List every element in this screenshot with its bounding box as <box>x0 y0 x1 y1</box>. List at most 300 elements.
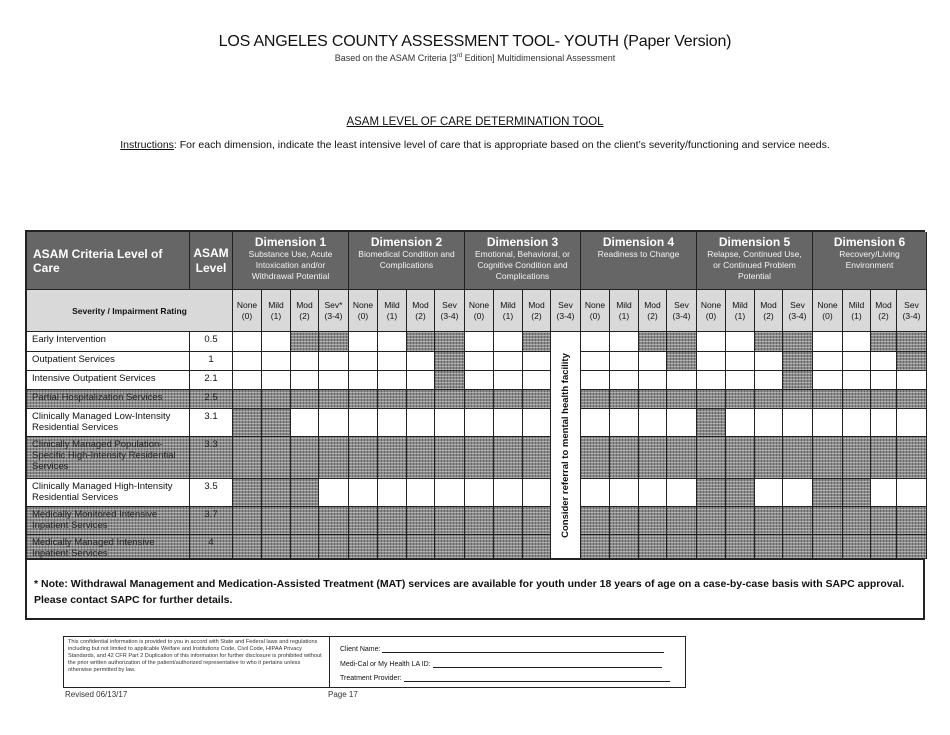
dimension-desc: Biomedical Condition and Complications <box>358 249 455 270</box>
row-label-text: Clinically Managed Population-Specific High-Intensity Residential Services <box>32 439 176 472</box>
instructions-lead: Instructions <box>120 139 174 151</box>
instructions-text: : For each dimension, indicate the least intensive level of care that is appropriate based on the client’s severity/functioning and service needs. <box>173 139 830 151</box>
rating-cell[interactable] <box>639 352 667 371</box>
rating-cell <box>233 479 262 507</box>
rating-cell <box>494 507 523 535</box>
rating-cell[interactable] <box>494 332 523 352</box>
severity-label: Mod <box>296 300 313 310</box>
severity-col-d2-3 <box>435 290 465 332</box>
rating-cell <box>897 332 927 352</box>
dimension-desc: Readiness to Change <box>597 249 680 259</box>
rating-cell[interactable] <box>523 352 551 371</box>
rating-cell[interactable] <box>523 409 551 437</box>
criteria-header-text: ASAM Criteria Level of Care <box>33 246 163 275</box>
severity-range: (3-4) <box>672 311 691 321</box>
rating-cell[interactable] <box>465 479 494 507</box>
rating-cell[interactable] <box>435 409 465 437</box>
rating-cell[interactable] <box>755 371 783 390</box>
row-label <box>27 371 190 390</box>
dimension-name: Dimension 5 <box>718 235 791 249</box>
severity-label: Mild <box>848 300 865 310</box>
row-label-text: Early Intervention <box>32 334 106 345</box>
document-title: LOS ANGELES COUNTY ASSESSMENT TOOL- YOUTH (Paper Version) <box>218 33 732 50</box>
rating-cell[interactable] <box>378 371 407 390</box>
rating-cell <box>783 371 813 390</box>
rating-cell <box>435 390 465 409</box>
rating-cell[interactable] <box>233 332 262 352</box>
rating-cell[interactable] <box>378 479 407 507</box>
severity-col-d6-3 <box>897 290 927 332</box>
dimension-header-4 <box>581 232 697 290</box>
row-label <box>27 479 190 507</box>
severity-col-d2-0 <box>349 290 378 332</box>
rating-cell[interactable] <box>494 352 523 371</box>
page-number: Page 17 <box>328 690 358 699</box>
rating-cell <box>291 507 319 535</box>
rating-cell[interactable] <box>494 479 523 507</box>
rating-cell <box>465 390 494 409</box>
rating-cell[interactable] <box>667 479 697 507</box>
severity-label: Sev <box>674 300 689 310</box>
severity-range: (1) <box>502 311 514 321</box>
rating-cell[interactable] <box>349 479 378 507</box>
rating-cell <box>262 479 291 507</box>
rating-cell <box>523 390 551 409</box>
rating-cell[interactable] <box>319 479 349 507</box>
rating-cell <box>697 507 726 535</box>
rating-cell[interactable] <box>610 371 639 390</box>
severity-col-d1-1 <box>262 290 291 332</box>
severity-range: (0) <box>473 311 485 321</box>
rating-cell[interactable] <box>291 409 319 437</box>
rating-cell <box>843 535 871 559</box>
severity-col-d3-0 <box>465 290 494 332</box>
rating-cell <box>726 390 755 409</box>
instructions <box>0 139 950 151</box>
severity-range: (3-4) <box>788 311 807 321</box>
rating-cell <box>697 409 726 437</box>
rating-cell[interactable] <box>233 352 262 371</box>
rating-cell[interactable] <box>435 479 465 507</box>
rating-cell <box>813 507 843 535</box>
severity-label: None <box>817 300 838 310</box>
row-level-text: 3.5 <box>204 481 218 492</box>
rating-cell[interactable] <box>813 352 843 371</box>
rating-cell <box>435 535 465 559</box>
rating-cell[interactable] <box>897 479 927 507</box>
severity-label: Mod <box>760 300 777 310</box>
rating-cell <box>407 437 435 479</box>
rating-cell <box>813 535 843 559</box>
client-name-field[interactable] <box>340 644 664 653</box>
severity-range: (2) <box>763 311 774 321</box>
severity-col-d4-3 <box>667 290 697 332</box>
rating-cell[interactable] <box>378 352 407 371</box>
rating-cell[interactable] <box>378 409 407 437</box>
rating-cell[interactable] <box>897 409 927 437</box>
rating-cell[interactable] <box>755 409 783 437</box>
rating-cell[interactable] <box>465 371 494 390</box>
severity-label: Sev <box>558 300 573 310</box>
rating-cell[interactable] <box>726 352 755 371</box>
severity-label: None <box>700 300 722 310</box>
rating-cell[interactable] <box>783 479 813 507</box>
rating-cell[interactable] <box>610 409 639 437</box>
rating-cell <box>233 390 262 409</box>
severity-label: Mild <box>500 300 516 310</box>
rating-cell[interactable] <box>726 371 755 390</box>
severity-col-d3-3 <box>551 290 581 332</box>
rating-cell <box>435 332 465 352</box>
rating-cell <box>755 437 783 479</box>
rating-cell <box>319 332 349 352</box>
rating-cell[interactable] <box>407 371 435 390</box>
rating-cell <box>610 437 639 479</box>
dimension-desc: Substance Use, Acute Intoxication and/or Withdrawal Potential <box>248 249 333 281</box>
rating-cell[interactable] <box>783 409 813 437</box>
row-label-text: Clinically Managed Low-Intensity Residential Services <box>32 411 171 433</box>
rating-cell[interactable] <box>897 371 927 390</box>
rating-cell <box>291 437 319 479</box>
rating-cell <box>755 390 783 409</box>
rating-cell <box>667 352 697 371</box>
provider-line[interactable] <box>404 673 670 682</box>
rating-cell <box>726 535 755 559</box>
rating-cell <box>813 479 843 507</box>
rating-cell <box>697 479 726 507</box>
severity-range: (2) <box>415 311 426 321</box>
severity-col-d2-2 <box>407 290 435 332</box>
rating-cell[interactable] <box>639 479 667 507</box>
severity-label: Sev <box>904 300 919 310</box>
rating-cell <box>697 535 726 559</box>
row-label <box>27 332 190 352</box>
revised-date: Revised 06/13/17 <box>65 690 128 699</box>
dimension-header-1 <box>233 232 349 290</box>
severity-label: Mild <box>384 300 400 310</box>
severity-label: Sev <box>790 300 805 310</box>
dimension-name: Dimension 6 <box>833 235 906 249</box>
severity-label: Sev <box>442 300 457 310</box>
level-header-text: ASAM Level <box>193 245 229 275</box>
rating-cell[interactable] <box>667 371 697 390</box>
rating-cell[interactable] <box>581 409 610 437</box>
row-level-text: 3.7 <box>204 509 218 520</box>
severity-range: (2) <box>531 311 542 321</box>
rating-cell <box>435 507 465 535</box>
severity-range: (3-4) <box>556 311 575 321</box>
severity-range: (1) <box>734 311 746 321</box>
rating-cell <box>726 507 755 535</box>
rating-cell <box>523 437 551 479</box>
rating-cell <box>871 332 897 352</box>
confidential-box <box>63 636 686 688</box>
severity-col-d4-2 <box>639 290 667 332</box>
dimension-desc: Relapse, Continued Use, or Continued Problem Potential <box>707 249 802 281</box>
rating-cell[interactable] <box>697 332 726 352</box>
severity-range: (2) <box>878 311 889 321</box>
rating-cell <box>523 507 551 535</box>
medi-cal-line[interactable] <box>433 659 662 668</box>
rating-cell <box>291 535 319 559</box>
rating-cell[interactable] <box>407 479 435 507</box>
severity-label: None <box>236 300 258 310</box>
severity-header-text: Severity / Impairment Rating <box>72 305 187 316</box>
rating-cell[interactable] <box>610 479 639 507</box>
rating-cell[interactable] <box>494 371 523 390</box>
rating-cell <box>233 507 262 535</box>
rating-cell <box>871 507 897 535</box>
severity-col-d1-0 <box>233 290 262 332</box>
section-heading: ASAM LEVEL OF CARE DETERMINATION TOOL <box>346 116 604 128</box>
row-label <box>27 409 190 437</box>
rating-cell[interactable] <box>667 409 697 437</box>
severity-range: (2) <box>299 311 310 321</box>
row-label-text: Partial Hospitalization Services <box>32 392 163 403</box>
medi-cal-field[interactable] <box>340 659 662 668</box>
rating-cell[interactable] <box>262 352 291 371</box>
rating-cell[interactable] <box>843 332 871 352</box>
rating-cell <box>783 352 813 371</box>
rating-cell <box>262 390 291 409</box>
rating-cell <box>783 535 813 559</box>
rating-cell[interactable] <box>407 409 435 437</box>
row-level <box>190 371 233 390</box>
rating-cell[interactable] <box>349 409 378 437</box>
dimension-desc: Recovery/Living Environment <box>839 249 900 270</box>
rating-cell <box>783 507 813 535</box>
rating-cell[interactable] <box>465 409 494 437</box>
rating-cell[interactable] <box>407 352 435 371</box>
referral-column <box>551 332 581 559</box>
rating-cell <box>494 535 523 559</box>
severity-label: Sev* <box>324 300 343 310</box>
rating-cell <box>639 507 667 535</box>
rating-cell[interactable] <box>871 409 897 437</box>
rating-cell[interactable] <box>610 332 639 352</box>
rating-cell <box>407 507 435 535</box>
subtitle-post: Edition] Multidimensional Assessment <box>462 53 616 63</box>
rating-cell[interactable] <box>465 332 494 352</box>
rating-cell <box>667 332 697 352</box>
rating-cell <box>465 535 494 559</box>
row-level <box>190 352 233 371</box>
rating-cell <box>667 507 697 535</box>
rating-cell[interactable] <box>697 371 726 390</box>
rating-cell[interactable] <box>726 409 755 437</box>
severity-col-d3-2 <box>523 290 551 332</box>
severity-range: (1) <box>851 311 862 321</box>
dimension-name: Dimension 3 <box>486 235 559 249</box>
dimension-name: Dimension 2 <box>370 235 443 249</box>
rating-cell <box>783 437 813 479</box>
rating-cell[interactable] <box>639 409 667 437</box>
row-label <box>27 507 190 535</box>
rating-cell[interactable] <box>349 332 378 352</box>
document-subtitle <box>0 53 950 63</box>
rating-cell <box>610 507 639 535</box>
dimension-header-6 <box>813 232 927 290</box>
rating-cell[interactable] <box>871 479 897 507</box>
rating-cell[interactable] <box>813 409 843 437</box>
rating-cell <box>897 352 927 371</box>
rating-cell[interactable] <box>813 371 843 390</box>
row-label-text: Outpatient Services <box>32 354 115 365</box>
row-level-text: 2.5 <box>204 392 218 403</box>
rating-cell <box>843 390 871 409</box>
rating-cell <box>319 437 349 479</box>
rating-cell <box>667 390 697 409</box>
rating-cell <box>349 390 378 409</box>
severity-range: (1) <box>270 311 282 321</box>
client-name-label: Client Name: <box>340 646 381 653</box>
rating-cell <box>494 437 523 479</box>
rating-cell <box>897 507 927 535</box>
rating-cell[interactable] <box>349 371 378 390</box>
rating-cell <box>435 437 465 479</box>
row-level <box>190 390 233 409</box>
rating-cell[interactable] <box>813 332 843 352</box>
rating-cell[interactable] <box>262 332 291 352</box>
rating-cell[interactable] <box>871 352 897 371</box>
rating-cell[interactable] <box>465 352 494 371</box>
rating-cell[interactable] <box>523 479 551 507</box>
severity-header <box>27 290 233 332</box>
note-divider <box>27 559 923 560</box>
rating-cell <box>726 437 755 479</box>
subtitle-sup: rd <box>456 53 463 59</box>
rating-cell[interactable] <box>871 371 897 390</box>
severity-label: Mild <box>616 300 632 310</box>
rating-cell[interactable] <box>755 352 783 371</box>
rating-cell <box>783 332 813 352</box>
severity-col-d5-1 <box>726 290 755 332</box>
rating-cell <box>494 390 523 409</box>
rating-cell <box>697 390 726 409</box>
provider-field[interactable] <box>340 673 670 682</box>
rating-cell[interactable] <box>581 332 610 352</box>
rating-cell <box>581 535 610 559</box>
rating-cell[interactable] <box>610 352 639 371</box>
severity-range: (0) <box>822 311 833 321</box>
severity-col-d4-0 <box>581 290 610 332</box>
client-name-line[interactable] <box>382 644 664 653</box>
rating-cell <box>523 332 551 352</box>
rating-cell <box>610 390 639 409</box>
severity-col-d5-3 <box>783 290 813 332</box>
rating-cell[interactable] <box>755 479 783 507</box>
rating-cell <box>262 409 291 437</box>
rating-cell[interactable] <box>639 371 667 390</box>
rating-cell[interactable] <box>378 332 407 352</box>
severity-label: Mild <box>732 300 748 310</box>
rating-cell <box>639 535 667 559</box>
severity-col-d6-2 <box>871 290 897 332</box>
rating-cell <box>897 535 927 559</box>
rating-cell <box>262 535 291 559</box>
severity-range: (1) <box>618 311 630 321</box>
severity-range: (3-4) <box>440 311 459 321</box>
dimension-desc: Emotional, Behavioral, or Cognitive Condition and Complications <box>475 249 570 281</box>
rating-cell[interactable] <box>233 371 262 390</box>
rating-cell <box>843 437 871 479</box>
rating-cell[interactable] <box>291 352 319 371</box>
rating-cell[interactable] <box>319 352 349 371</box>
row-level-text: 0.5 <box>204 334 218 345</box>
severity-range: (0) <box>589 311 601 321</box>
rating-cell[interactable] <box>581 371 610 390</box>
severity-label: None <box>352 300 374 310</box>
rating-cell[interactable] <box>843 352 871 371</box>
rating-cell[interactable] <box>843 409 871 437</box>
row-label-text: Clinically Managed High-Intensity Residential Services <box>32 481 173 503</box>
dimension-name: Dimension 4 <box>602 235 675 249</box>
rating-cell <box>378 535 407 559</box>
rating-cell <box>523 535 551 559</box>
rating-cell[interactable] <box>697 352 726 371</box>
rating-cell <box>319 535 349 559</box>
rating-cell[interactable] <box>319 409 349 437</box>
rating-cell[interactable] <box>581 479 610 507</box>
rating-cell[interactable] <box>291 371 319 390</box>
rating-cell <box>755 332 783 352</box>
rating-cell <box>262 507 291 535</box>
rating-cell <box>639 437 667 479</box>
rating-cell <box>291 390 319 409</box>
rating-cell[interactable] <box>494 409 523 437</box>
severity-col-d1-2 <box>291 290 319 332</box>
rating-cell[interactable] <box>523 371 551 390</box>
rating-cell <box>667 535 697 559</box>
rating-cell[interactable] <box>581 352 610 371</box>
rating-cell <box>378 390 407 409</box>
rating-cell <box>435 352 465 371</box>
row-label <box>27 437 190 479</box>
level-header <box>190 232 233 290</box>
severity-label: Mod <box>644 300 661 310</box>
rating-cell <box>291 479 319 507</box>
row-level <box>190 479 233 507</box>
rating-cell <box>407 332 435 352</box>
rating-cell <box>349 437 378 479</box>
row-level <box>190 332 233 352</box>
rating-cell <box>581 390 610 409</box>
rating-cell <box>610 535 639 559</box>
row-level-text: 4 <box>208 537 214 548</box>
criteria-header <box>27 232 190 290</box>
medi-cal-label: Medi-Cal or My Health LA ID: <box>340 661 431 668</box>
row-level-text: 1 <box>208 354 214 365</box>
row-level <box>190 535 233 559</box>
rating-cell[interactable] <box>349 352 378 371</box>
rating-cell <box>897 390 927 409</box>
rating-cell <box>581 437 610 479</box>
severity-range: (1) <box>386 311 398 321</box>
rating-cell[interactable] <box>319 371 349 390</box>
rating-cell[interactable] <box>262 371 291 390</box>
subtitle-pre: Based on the ASAM Criteria [3 <box>334 53 457 63</box>
rating-cell <box>697 437 726 479</box>
rating-cell <box>871 390 897 409</box>
rating-cell <box>871 535 897 559</box>
severity-label: None <box>468 300 490 310</box>
severity-col-d5-0 <box>697 290 726 332</box>
rating-cell[interactable] <box>726 332 755 352</box>
rating-cell[interactable] <box>843 371 871 390</box>
rating-cell <box>639 390 667 409</box>
severity-col-d3-1 <box>494 290 523 332</box>
row-label-text: Medically Monitored Intensive Inpatient Services <box>32 509 158 531</box>
